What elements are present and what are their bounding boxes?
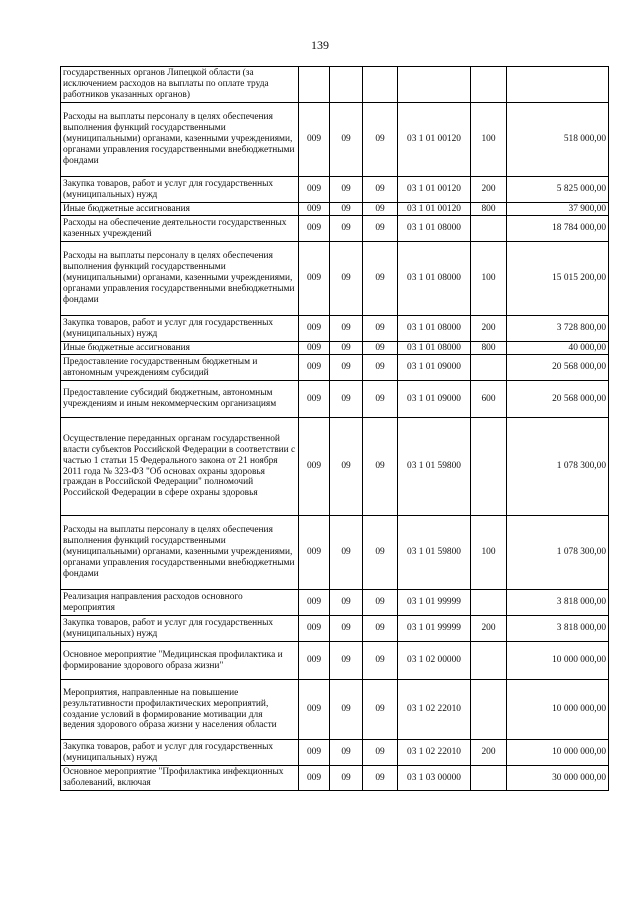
amount: 518 000,00 [507, 103, 609, 177]
section-code: 09 [330, 740, 363, 766]
table-row [61, 242, 609, 316]
amount: 30 000 000,00 [507, 766, 609, 791]
row-name: Закупка товаров, работ и услуг для государственных (муниципальных) нужд [61, 740, 299, 766]
expense-type-code: 200 [471, 316, 507, 342]
subsection-code: 09 [363, 103, 398, 177]
row-name: Расходы на обеспечение деятельности государственных казенных учреждений [61, 216, 299, 242]
ved-code: 009 [299, 616, 330, 642]
expense-type-code [471, 680, 507, 740]
row-name: Мероприятия, направленные на повышение результативности профилактических мероприятий, создание условий в формирование мотивации для ведения здорового образа жизни у населения области [61, 680, 299, 740]
ved-code: 009 [299, 418, 330, 516]
target-article-code: 03 1 01 08000 [398, 342, 471, 355]
expense-type-code [471, 67, 507, 103]
row-name: Основное мероприятие "Профилактика инфекционных заболеваний, включая [61, 766, 299, 791]
section-code: 09 [330, 103, 363, 177]
subsection-code: 09 [363, 316, 398, 342]
target-article-code: 03 1 01 09000 [398, 355, 471, 381]
subsection-code: 09 [363, 216, 398, 242]
expense-type-code [471, 355, 507, 381]
page-number: 139 [311, 38, 329, 52]
target-article-code: 03 1 01 99999 [398, 616, 471, 642]
expense-type-code: 100 [471, 242, 507, 316]
target-article-code: 03 1 01 00120 [398, 103, 471, 177]
ved-code: 009 [299, 516, 330, 590]
target-article-code: 03 1 01 00120 [398, 177, 471, 203]
section-code: 09 [330, 177, 363, 203]
expense-type-code: 100 [471, 103, 507, 177]
table-row [61, 355, 609, 381]
ved-code: 009 [299, 381, 330, 418]
subsection-code [363, 67, 398, 103]
target-article-code: 03 1 01 08000 [398, 216, 471, 242]
row-name: государственных органов Липецкой области (за исключением расходов на выплаты по оплате труда работников указанных органов) [61, 67, 299, 103]
table-row [61, 740, 609, 766]
table-row [61, 680, 609, 740]
target-article-code: 03 1 02 00000 [398, 642, 471, 680]
subsection-code: 09 [363, 203, 398, 216]
amount: 10 000 000,00 [507, 642, 609, 680]
ved-code: 009 [299, 590, 330, 616]
target-article-code: 03 1 02 22010 [398, 680, 471, 740]
subsection-code: 09 [363, 418, 398, 516]
subsection-code: 09 [363, 590, 398, 616]
table-row [61, 766, 609, 791]
row-name: Основное мероприятие "Медицинская профилактика и формирование здорового образа жизни" [61, 642, 299, 680]
subsection-code: 09 [363, 642, 398, 680]
budget-table [60, 66, 609, 791]
ved-code: 009 [299, 103, 330, 177]
subsection-code: 09 [363, 381, 398, 418]
target-article-code [398, 67, 471, 103]
expense-type-code: 800 [471, 203, 507, 216]
amount: 3 818 000,00 [507, 590, 609, 616]
target-article-code: 03 1 02 22010 [398, 740, 471, 766]
section-code: 09 [330, 680, 363, 740]
ved-code: 009 [299, 242, 330, 316]
amount: 3 728 800,00 [507, 316, 609, 342]
section-code: 09 [330, 355, 363, 381]
table-row [61, 590, 609, 616]
table-row [61, 103, 609, 177]
section-code: 09 [330, 418, 363, 516]
section-code: 09 [330, 342, 363, 355]
expense-type-code [471, 642, 507, 680]
expense-type-code [471, 418, 507, 516]
table-row [61, 642, 609, 680]
expense-type-code [471, 590, 507, 616]
table-row [61, 516, 609, 590]
row-name: Осуществление переданных органам государственной власти субъектов Российской Федерации в соответствии с частью 1 статьи 15 Федерального закона от 21 ноября 2011 года № 323-ФЗ "Об основах охраны здоровья граждан в Российской Федерации" полномочий Российской Федерации в сфере охраны здоровья [61, 418, 299, 516]
target-article-code: 03 1 01 08000 [398, 242, 471, 316]
table-row [61, 381, 609, 418]
expense-type-code: 200 [471, 616, 507, 642]
target-article-code: 03 1 01 09000 [398, 381, 471, 418]
row-name: Реализация направления расходов основного мероприятия [61, 590, 299, 616]
amount: 3 818 000,00 [507, 616, 609, 642]
table-row [61, 418, 609, 516]
amount: 18 784 000,00 [507, 216, 609, 242]
row-name: Закупка товаров, работ и услуг для государственных (муниципальных) нужд [61, 616, 299, 642]
target-article-code: 03 1 01 08000 [398, 316, 471, 342]
row-name: Предоставление государственным бюджетным и автономным учреждениям субсидий [61, 355, 299, 381]
expense-type-code: 200 [471, 740, 507, 766]
amount: 1 078 300,00 [507, 418, 609, 516]
ved-code: 009 [299, 316, 330, 342]
row-name: Иные бюджетные ассигнования [61, 203, 299, 216]
table-body [61, 67, 609, 791]
section-code: 09 [330, 242, 363, 316]
ved-code: 009 [299, 740, 330, 766]
amount: 40 000,00 [507, 342, 609, 355]
row-name: Закупка товаров, работ и услуг для государственных (муниципальных) нужд [61, 177, 299, 203]
amount: 15 015 200,00 [507, 242, 609, 316]
table-row [61, 177, 609, 203]
ved-code [299, 67, 330, 103]
ved-code: 009 [299, 680, 330, 740]
subsection-code: 09 [363, 680, 398, 740]
subsection-code: 09 [363, 342, 398, 355]
expense-type-code: 100 [471, 516, 507, 590]
section-code: 09 [330, 381, 363, 418]
table-row [61, 216, 609, 242]
amount [507, 67, 609, 103]
section-code: 09 [330, 766, 363, 791]
amount: 20 568 000,00 [507, 355, 609, 381]
ved-code: 009 [299, 355, 330, 381]
section-code [330, 67, 363, 103]
section-code: 09 [330, 203, 363, 216]
amount: 10 000 000,00 [507, 680, 609, 740]
row-name: Предоставление субсидий бюджетным, автономным учреждениям и иным некоммерческим организациям [61, 381, 299, 418]
amount: 37 900,00 [507, 203, 609, 216]
expense-type-code: 600 [471, 381, 507, 418]
section-code: 09 [330, 590, 363, 616]
section-code: 09 [330, 642, 363, 680]
table-row [61, 342, 609, 355]
amount: 20 568 000,00 [507, 381, 609, 418]
target-article-code: 03 1 01 59800 [398, 516, 471, 590]
section-code: 09 [330, 516, 363, 590]
ved-code: 009 [299, 177, 330, 203]
expense-type-code [471, 216, 507, 242]
subsection-code: 09 [363, 766, 398, 791]
subsection-code: 09 [363, 177, 398, 203]
row-name: Закупка товаров, работ и услуг для государственных (муниципальных) нужд [61, 316, 299, 342]
expense-type-code [471, 766, 507, 791]
expense-type-code: 200 [471, 177, 507, 203]
table-row [61, 67, 609, 103]
section-code: 09 [330, 316, 363, 342]
table-row [61, 203, 609, 216]
target-article-code: 03 1 01 59800 [398, 418, 471, 516]
ved-code: 009 [299, 342, 330, 355]
expense-type-code: 800 [471, 342, 507, 355]
amount: 5 825 000,00 [507, 177, 609, 203]
ved-code: 009 [299, 766, 330, 791]
target-article-code: 03 1 01 00120 [398, 203, 471, 216]
row-name: Иные бюджетные ассигнования [61, 342, 299, 355]
amount: 10 000 000,00 [507, 740, 609, 766]
amount: 1 078 300,00 [507, 516, 609, 590]
target-article-code: 03 1 03 00000 [398, 766, 471, 791]
subsection-code: 09 [363, 740, 398, 766]
row-name: Расходы на выплаты персоналу в целях обеспечения выполнения функций государственными (муниципальными) органами, казенными учреждениями, органами управления государственными внебюджетными фондами [61, 242, 299, 316]
table-row [61, 316, 609, 342]
section-code: 09 [330, 216, 363, 242]
section-code: 09 [330, 616, 363, 642]
ved-code: 009 [299, 216, 330, 242]
row-name: Расходы на выплаты персоналу в целях обеспечения выполнения функций государственными (муниципальными) органами, казенными учреждениями, органами управления государственными внебюджетными фондами [61, 103, 299, 177]
row-name: Расходы на выплаты персоналу в целях обеспечения выполнения функций государственными (муниципальными) органами, казенными учреждениями, органами управления государственными внебюджетными фондами [61, 516, 299, 590]
subsection-code: 09 [363, 516, 398, 590]
table-row [61, 616, 609, 642]
subsection-code: 09 [363, 616, 398, 642]
ved-code: 009 [299, 203, 330, 216]
ved-code: 009 [299, 642, 330, 680]
subsection-code: 09 [363, 242, 398, 316]
target-article-code: 03 1 01 99999 [398, 590, 471, 616]
subsection-code: 09 [363, 355, 398, 381]
